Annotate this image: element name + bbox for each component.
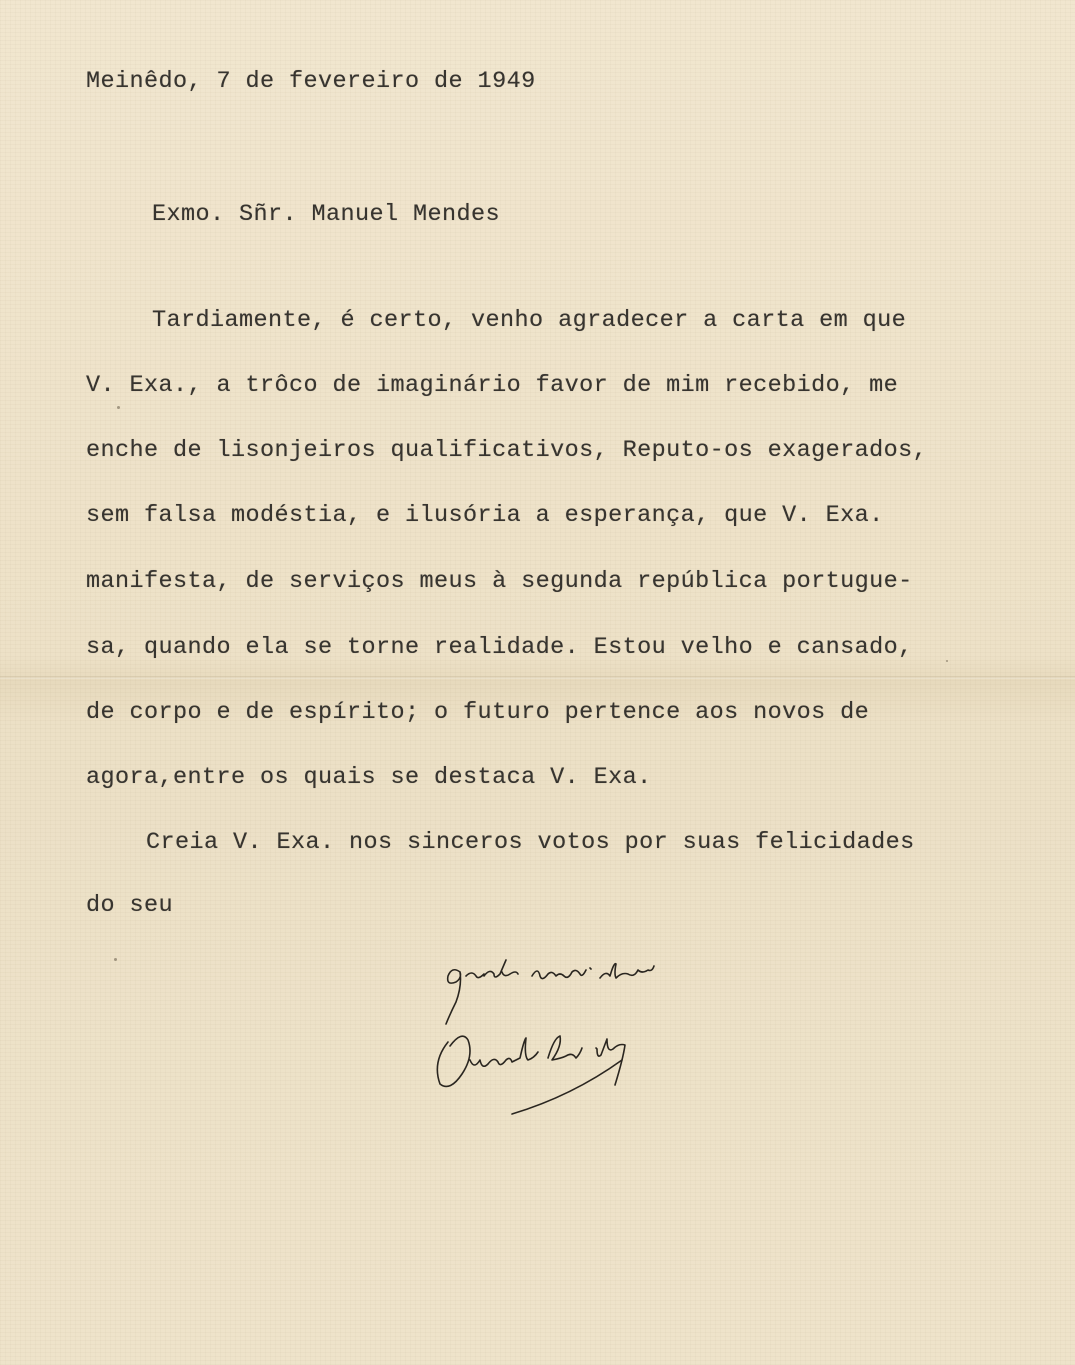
body-line-6: sa, quando ela se torne realidade. Estou velho e cansado, (86, 634, 913, 661)
signature-stroke-duarte (437, 1036, 538, 1086)
salutation: Exmo. Sñr. Manuel Mendes (152, 201, 501, 228)
body-line-5: manifesta, de serviços meus à segunda república portugue- (86, 568, 913, 595)
body-line-8: agora,entre os quais se destaca V. Exa. (86, 764, 652, 791)
paper-fold (0, 676, 1075, 679)
handwritten-signature (420, 950, 720, 1130)
body-line-7: de corpo e de espírito; o futuro pertence aos novos de (86, 699, 870, 726)
body-line-1: Tardiamente, é certo, venho agradecer a carta em que (152, 307, 907, 334)
ink-speck (117, 406, 120, 409)
closing-stroke-grato (446, 960, 518, 1024)
body-line-2: V. Exa., a trôco de imaginário favor de mim recebido, me (86, 372, 899, 399)
closing-stroke-servidor (532, 964, 654, 979)
body-line-3: enche de lisonjeiros qualificativos, Reputo-os exagerados, (86, 437, 928, 464)
signature-drawing (420, 950, 720, 1130)
signature-underline (512, 1060, 622, 1114)
signature-stroke-leite (548, 1036, 625, 1085)
body-line-9: Creia V. Exa. nos sinceros votos por suas felicidades (146, 829, 915, 856)
ink-speck (946, 660, 948, 662)
body-line-10: do seu (86, 892, 174, 919)
dateline: Meinêdo, 7 de fevereiro de 1949 (86, 68, 536, 95)
body-line-4: sem falsa modéstia, e ilusória a esperança, que V. Exa. (86, 502, 884, 529)
ink-speck (114, 958, 117, 961)
